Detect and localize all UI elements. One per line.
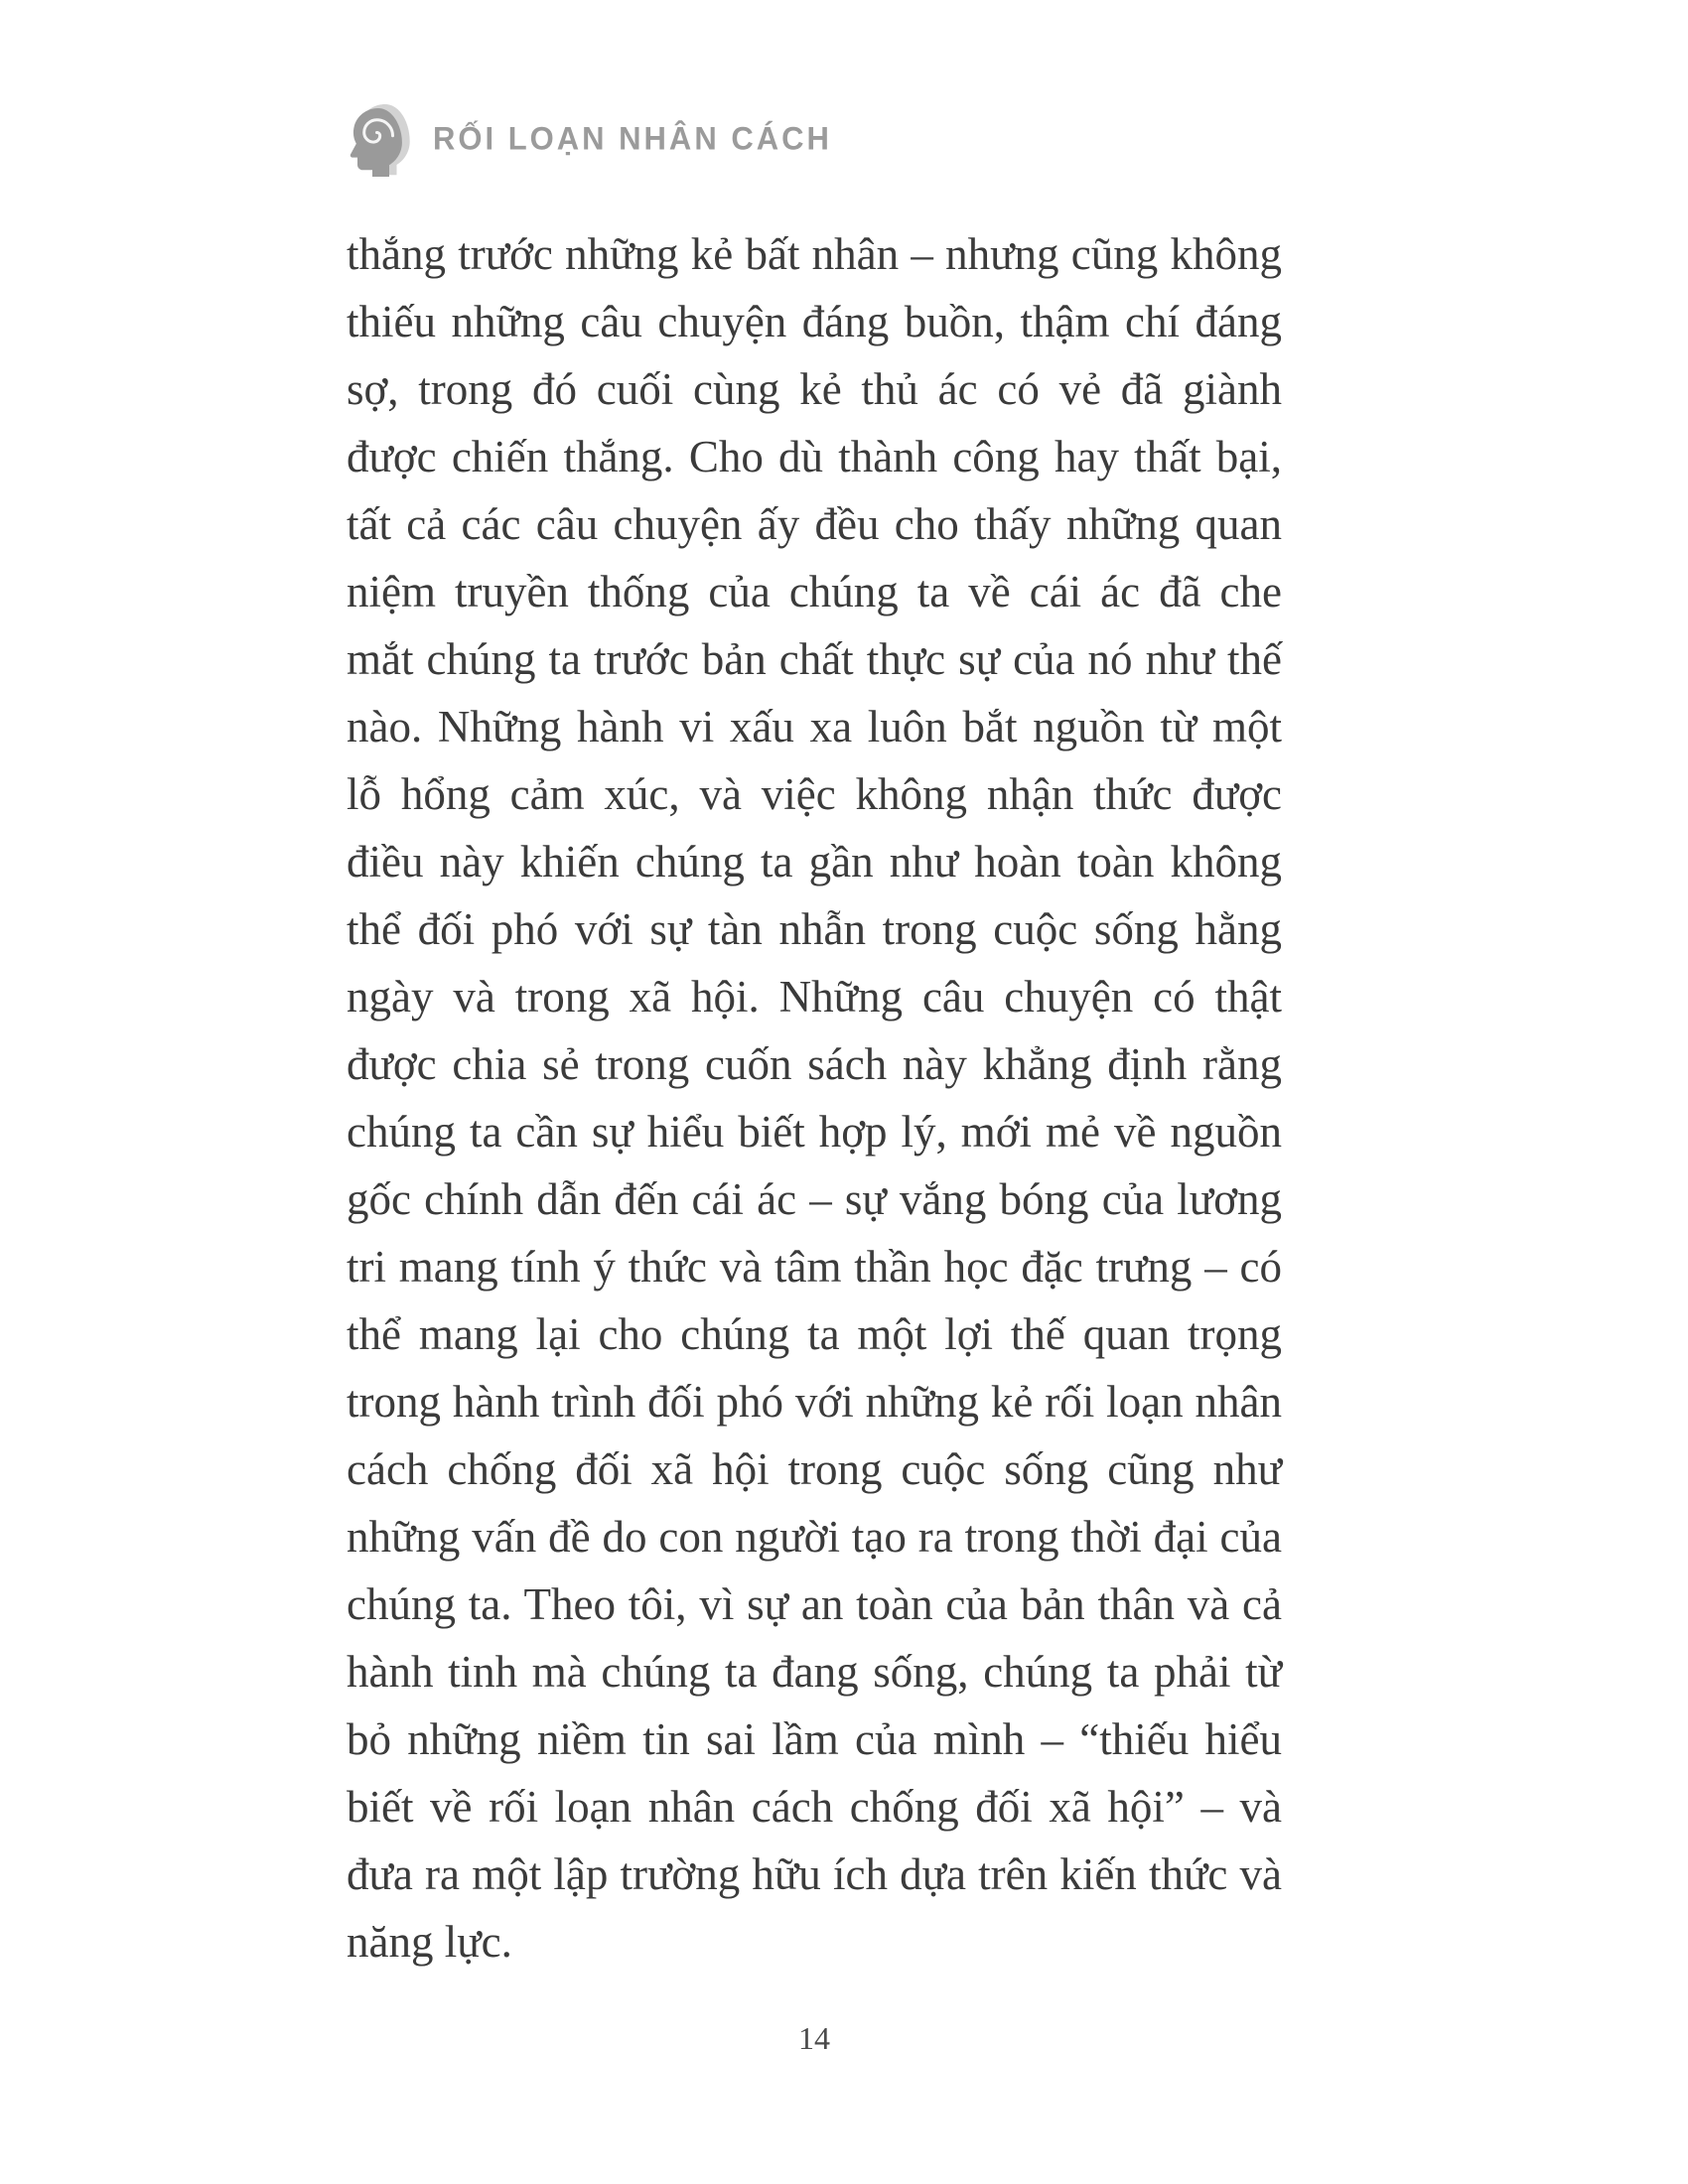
body-paragraph: thắng trước những kẻ bất nhân – nhưng cũng không thiếu những câu chuyện đáng buồn, thậm chí đáng sợ, trong đó cuối cùng kẻ thủ ác có vẻ đã giành được chiến thắng. Cho dù thành công hay thất bại, tất cả các câu chuyện ấy đều cho thấy những quan niệm truyền thống của chúng ta về cái ác đã che mắt chúng ta trước bản chất thực sự của nó như thế nào. Những hành vi xấu xa luôn bắt nguồn từ một lỗ hổng cảm xúc, và việc không nhận thức được điều này khiến chúng ta gần như hoàn toàn không thể đối phó với sự tàn nhẫn trong cuộc sống hằng ngày và trong xã hội. Những câu chuyện có thật được chia sẻ trong cuốn sách này khẳng định rằng chúng ta cần sự hiểu biết hợp lý, mới mẻ về nguồn gốc chính dẫn đến cái ác – sự vắng bóng của lương tri mang tính ý thức và tâm thần học đặc trưng – có thể mang lại cho chúng ta một lợi thế quan trọng trong hành trình đối phó với những kẻ rối loạn nhân cách chống đối xã hội trong cuộc sống cũng như những vấn đề do con người tạo ra trong thời đại của chúng ta. Theo tôi, vì sự an toàn của bản thân và cả hành tinh mà chúng ta đang sống, chúng ta phải từ bỏ những niềm tin sai lầm của mình – “thiếu hiểu biết về rối loạn nhân cách chống đối xã hội” – và đưa ra một lập trường hữu ích dựa trên kiến thức và năng lực. bbox=[347, 229, 1282, 1967]
page-header bbox=[338, 99, 832, 179]
head-spiral-logo-icon bbox=[338, 99, 417, 179]
book-title: RỐI LOẠN NHÂN CÁCH bbox=[433, 120, 832, 157]
page-number: 14 bbox=[798, 2020, 830, 2056]
page-body bbox=[347, 220, 1282, 1976]
page-footer bbox=[347, 2020, 1282, 2057]
